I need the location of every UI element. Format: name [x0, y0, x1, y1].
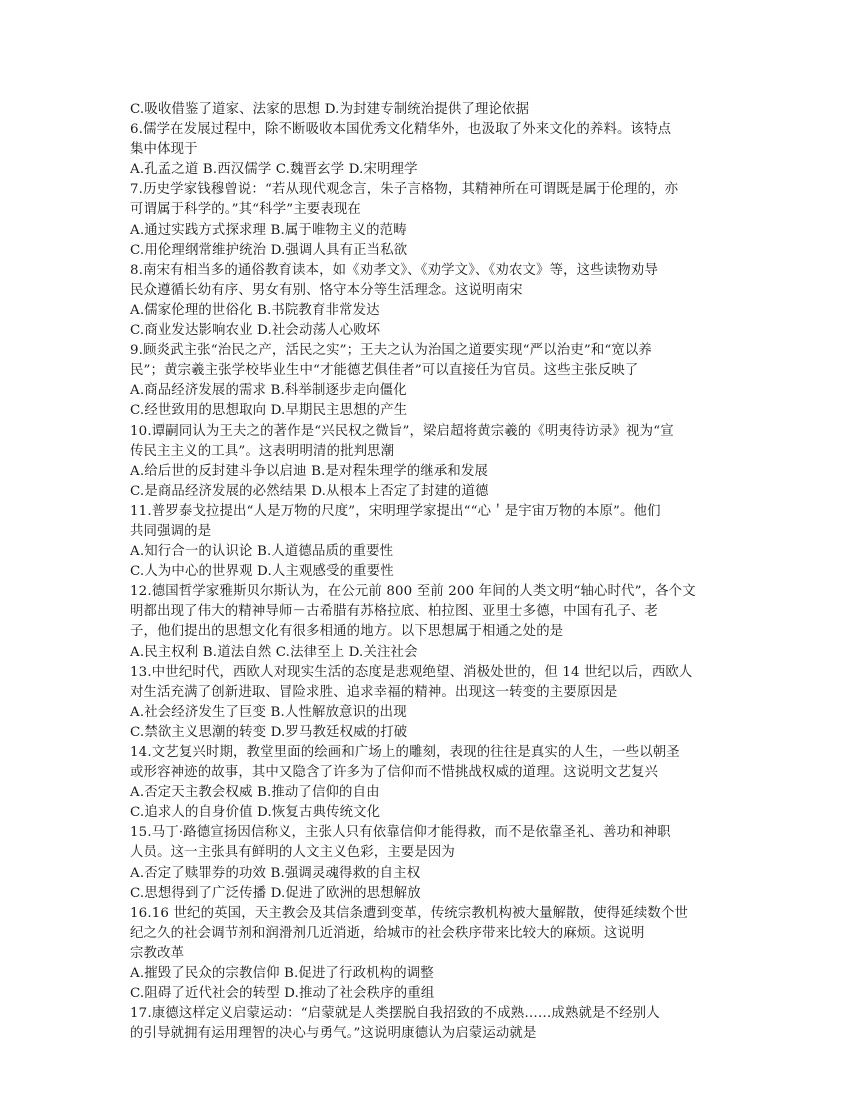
text-line: 8.南宋有相当多的通俗教育读本，如《劝孝文》、《劝学文》、《劝农文》等，这些读物劝导 — [130, 262, 658, 278]
text-line: 的引导就拥有运用理智的决心与勇气。”这说明康德认为启蒙运动就是 — [130, 1026, 537, 1042]
text-line: C.人为中心的世界观 D.人主观感受的重要性 — [130, 564, 394, 580]
text-line: A.知行合一的认识论 B.人道德品质的重要性 — [130, 544, 394, 560]
text-line: 纪之久的社会调节剂和润滑剂几近消逝，给城市的社会秩序带来比较大的麻烦。这说明 — [130, 925, 645, 941]
text-line: 民众遵循长幼有序、男女有别、恪守本分等生活理念。这说明南宋 — [130, 282, 523, 298]
text-line: A.孔孟之道 B.西汉儒学 C.魏晋玄学 D.宋明理学 — [130, 162, 418, 178]
text-line: 可谓属于科学的。”其“科学”主要表现在 — [130, 202, 361, 218]
text-line: C.是商品经济发展的必然结果 D.从根本上否定了封建的道德 — [130, 483, 489, 499]
text-line: A.社会经济发生了巨变 B.人性解放意识的出现 — [130, 704, 407, 720]
text-line: A.民主权利 B.道法自然 C.法律至上 D.关注社会 — [130, 644, 418, 660]
text-line: 传民主主义的工具”。这表明明清的批判思潮 — [130, 443, 395, 459]
text-line: 15.马丁·路德宣扬因信称义，主张人只有依靠信仰才能得救，而不是依靠圣礼、善功和神职 — [130, 825, 671, 841]
text-line: C.追求人的自身价值 D.恢复古典传统文化 — [130, 805, 381, 821]
text-line: A.否定天主教会权威 B.推动了信仰的自由 — [130, 785, 380, 801]
text-line: 7.历史学家钱穆曾说：“若从现代观念言，朱子言格物，其精神所在可谓既是属于伦理的，亦 — [130, 182, 679, 198]
text-line: 或形容神迹的故事，其中又隐含了许多为了信仰而不惜挑战权威的道理。这说明文艺复兴 — [130, 765, 659, 781]
text-line: 14.文艺复兴时期，教堂里面的绘画和广场上的雕刻，表现的往往是真实的人生，一些以朝圣 — [130, 745, 680, 760]
text-line: C.商业发达影响农业 D.社会动荡人心败坏 — [130, 323, 381, 339]
text-line: 宗教改革 — [130, 945, 185, 961]
text-line: 9.顾炎武主张“治民之产，活民之实”；王夫之认为治国之道要实现“严以治吏”和“宽以养 — [130, 343, 652, 359]
text-line: 11.普罗泰戈拉提出“人是万物的尺度”，宋明理学家提出““心＇是宇宙万物的本原”。他们 — [130, 503, 661, 519]
text-line: C.用伦理纲常维护统治 D.强调人具有正当私欲 — [130, 242, 408, 258]
text-line: 共同强调的是 — [130, 523, 212, 539]
text-line: 16.16 世纪的英国，天主教会及其信条遭到变革，传统宗教机构被大量解散，使得延续数个世 — [130, 905, 689, 921]
text-line: 集中体现于 — [130, 142, 198, 158]
text-line: A.儒家伦理的世俗化 B.书院教育非常发达 — [130, 302, 380, 318]
text-line: C.经世致用的思想取向 D.早期民主思想的产生 — [130, 403, 408, 419]
text-line: 10.谭嗣同认为王夫之的著作是“兴民权之微旨”，梁启超将黄宗羲的《明夷待访录》视为“宣 — [130, 423, 674, 439]
text-line: 明都出现了伟大的精神导师－古希腊有苏格拉底、柏拉图、亚里士多德，中国有孔子、老 — [130, 604, 659, 620]
text-line: C.禁欲主义思潮的转变 D.罗马教廷权威的打破 — [130, 724, 408, 740]
text-line: A.否定了赎罪券的功效 B.强调灵魂得救的自主权 — [130, 865, 421, 881]
text-line: A.通过实践方式探求理 B.属于唯物主义的范畴 — [130, 222, 407, 238]
text-line: C.思想得到了广泛传播 D.促进了欧洲的思想解放 — [130, 885, 421, 901]
exam-page — [130, 100, 750, 1044]
text-line: 17.康德这样定义启蒙运动：“启蒙就是人类摆脱自我招致的不成熟……成熟就是不经别人 — [130, 1006, 660, 1022]
text-line: 对生活充满了创新进取、冒险求胜、追求幸福的精神。出现这一转变的主要原因是 — [130, 684, 618, 700]
text-line: 民”；黄宗羲主张学校毕业生中“才能德艺俱佳者”可以直接任为官员。这些主张反映了 — [130, 363, 639, 379]
text-line: 人员。这一主张具有鲜明的人文主义色彩，主要是因为 — [130, 845, 455, 861]
text-line: A.给后世的反封建斗争以启迪 B.是对程朱理学的继承和发展 — [130, 463, 489, 479]
text-line: C.阻碍了近代社会的转型 D.推动了社会秩序的重组 — [130, 986, 435, 1002]
text-line: 12.德国哲学家雅斯贝尔斯认为，在公元前 800 至前 200 年间的人类文明“轴心时代”，各个文 — [130, 584, 696, 600]
text-line: A.商品经济发展的需求 B.科举制逐步走向僵化 — [130, 383, 407, 399]
text-line: 13.中世纪时代，西欧人对现实生活的态度是悲观绝望、消极处世的，但 14 世纪以后，西欧人 — [130, 664, 693, 680]
text-line: C.吸收借鉴了道家、法家的思想 D.为封建专制统治提供了理论依据 — [130, 102, 530, 117]
text-line: A.摧毁了民众的宗教信仰 B.促进了行政机构的调整 — [130, 966, 434, 982]
text-line: 6.儒学在发展过程中，除不断吸收本国优秀文化精华外，也汲取了外来文化的养料。该特点 — [130, 122, 672, 138]
text-line: 子，他们提出的思想文化有很多相通的地方。以下思想属于相通之处的是 — [130, 624, 564, 640]
